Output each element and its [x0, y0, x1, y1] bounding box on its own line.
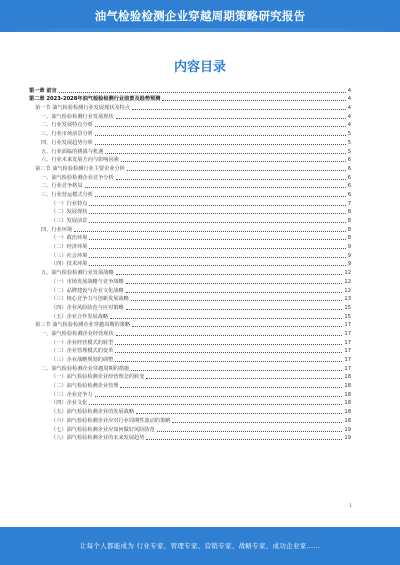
- toc-leader-dots: [89, 239, 345, 240]
- toc-entry[interactable]: [29, 398, 351, 407]
- toc-entry-page: 5: [347, 139, 351, 146]
- toc-entry-label: （三）社会环境: [51, 252, 88, 259]
- toc-leader-dots: [85, 187, 346, 188]
- toc-entry-page: 6: [347, 183, 351, 190]
- toc-entry-page: 13: [344, 296, 351, 303]
- toc-leader-dots: [146, 439, 342, 440]
- toc-leader-dots: [116, 179, 346, 180]
- toc-leader-dots: [89, 248, 345, 249]
- toc-entry-page: 6: [347, 165, 351, 172]
- toc-entry[interactable]: [29, 433, 351, 442]
- toc-entry-page: 18: [344, 391, 351, 398]
- toc-entry-page: 18: [344, 374, 351, 381]
- toc-leader-dots: [132, 109, 346, 110]
- toc-entry[interactable]: [29, 94, 351, 103]
- toc-entry-label: （五）企业合作发展战略: [51, 313, 109, 320]
- toc-entry[interactable]: [29, 111, 351, 120]
- toc-entry[interactable]: [29, 85, 351, 94]
- toc-entry[interactable]: [29, 285, 351, 294]
- toc-leader-dots: [105, 153, 345, 154]
- toc-entry-page: 4: [347, 105, 351, 112]
- toc-entry-page: 5: [347, 131, 351, 138]
- toc-leader-dots: [95, 144, 346, 145]
- toc-entry[interactable]: [29, 311, 351, 320]
- toc-entry-label: 第一节 油气检验检测行业发展现状及特点: [35, 105, 131, 112]
- footer-slogan: 让每个人都能成为 行业专家、管理专家、营销专家、战略专家、成功企业家……: [79, 542, 321, 550]
- toc-entry-label: （一）行业特点: [51, 200, 88, 207]
- toc-entry[interactable]: [29, 102, 351, 111]
- toc-entry-label: （二）品牌建设与企业文化战略: [51, 287, 124, 294]
- toc-leader-dots: [126, 292, 343, 293]
- toc-entry[interactable]: [29, 294, 351, 303]
- toc-entry-label: 第三节 油气检验检测企业穿越周期的策略: [35, 322, 131, 329]
- toc-entry-page: 8: [347, 209, 351, 216]
- toc-entry[interactable]: [29, 215, 351, 224]
- toc-leader-dots: [162, 100, 345, 101]
- toc-entry-label: （一）油气检验检测企业经营理念的转变: [51, 374, 145, 381]
- toc-leader-dots: [131, 370, 342, 371]
- toc-entry-label: （二）油气检验检测企业管理: [51, 383, 119, 390]
- toc-entry[interactable]: [29, 120, 351, 129]
- toc-leader-dots: [89, 404, 342, 405]
- toc-entry-label: 二、油气检验检测企业穿越周期的措施: [41, 365, 130, 372]
- toc-entry[interactable]: [29, 363, 351, 372]
- toc-leader-dots: [89, 265, 345, 266]
- toc-leader-dots: [115, 352, 342, 353]
- toc-leader-dots: [95, 396, 343, 397]
- toc-entry-label: （七）油气检验检测企业应如何做好风险防范: [51, 426, 155, 433]
- toc-leader-dots: [116, 118, 346, 119]
- toc-entry-label: 一、油气检验检测企业经营现状: [41, 330, 114, 337]
- toc-entry[interactable]: [29, 241, 351, 250]
- toc-entry[interactable]: [29, 406, 351, 415]
- toc-entry[interactable]: [29, 181, 351, 190]
- toc-entry-page: 18: [344, 417, 351, 424]
- toc-entry-page: 18: [344, 409, 351, 416]
- toc-leader-dots: [126, 283, 343, 284]
- toc-leader-dots: [136, 413, 342, 414]
- toc-entry-label: 五、行业面临的挑战与机遇: [41, 148, 104, 155]
- toc-entry-page: 15: [344, 304, 351, 311]
- toc-entry-page: 17: [344, 357, 351, 363]
- toc-leader-dots: [121, 161, 346, 162]
- toc-entry[interactable]: [29, 146, 351, 155]
- toc-entry-page: 15: [344, 313, 351, 320]
- toc-entry-label: 第二节 油气检验检测行业主要企业分析: [35, 165, 125, 172]
- toc-leader-dots: [157, 431, 343, 432]
- table-of-contents: [29, 85, 351, 441]
- toc-entry-page: 9: [347, 252, 351, 259]
- toc-entry-page: 8: [347, 226, 351, 233]
- toc-entry[interactable]: [29, 389, 351, 398]
- toc-entry[interactable]: [29, 207, 351, 216]
- toc-entry-page: 7: [347, 200, 351, 207]
- toc-entry[interactable]: [29, 163, 351, 172]
- toc-entry[interactable]: [29, 137, 351, 146]
- toc-entry-label: 二、行业发展特点分析: [41, 122, 93, 129]
- toc-entry-page: 12: [344, 287, 351, 294]
- toc-entry-page: 6: [347, 174, 351, 181]
- toc-entry-page: 6: [347, 191, 351, 198]
- toc-entry-page: 9: [347, 244, 351, 251]
- toc-leader-dots: [131, 300, 343, 301]
- toc-entry-page: 19: [344, 426, 351, 433]
- toc-entry[interactable]: [29, 172, 351, 181]
- toc-entry-label: （四）企业文化: [51, 400, 88, 407]
- toc-entry-page: 12: [344, 278, 351, 285]
- report-header: [0, 0, 400, 32]
- toc-leader-dots: [132, 326, 342, 327]
- toc-entry-label: 第一章 前言: [29, 87, 57, 94]
- toc-entry-label: 三、行业市场前景分析: [41, 131, 93, 138]
- toc-entry[interactable]: [29, 250, 351, 259]
- toc-leader-dots: [89, 213, 345, 214]
- toc-entry[interactable]: [29, 320, 351, 329]
- toc-entry-label: （八）油气检验检测企业的未来发展趋势: [51, 435, 145, 442]
- toc-entry-label: （三）企业战略规划的调整: [51, 357, 114, 363]
- toc-entry[interactable]: [29, 224, 351, 233]
- toc-entry[interactable]: [29, 198, 351, 207]
- report-title: 油气检验检测企业穿越周期策略研究报告: [94, 9, 306, 23]
- toc-leader-dots: [126, 309, 343, 310]
- toc-entry[interactable]: [29, 302, 351, 311]
- header-decoration: [0, 28, 400, 32]
- toc-entry-label: （四）企业风险防范与应对策略: [51, 304, 124, 311]
- toc-entry-label: 三、行业营运模式分析: [41, 191, 93, 198]
- toc-entry[interactable]: [29, 337, 351, 346]
- toc-entry-page: 17: [344, 365, 351, 372]
- toc-entry-label: （六）油气检验检测企业应对行业周期性波动的策略: [51, 417, 171, 424]
- toc-entry-label: （一）政治环境: [51, 235, 88, 242]
- page-number: 1: [349, 504, 352, 509]
- toc-entry-page: 17: [344, 322, 351, 329]
- toc-heading: 内容目录: [173, 60, 226, 75]
- toc-entry-label: 四、行业发展趋势分析: [41, 139, 93, 146]
- toc-leader-dots: [89, 205, 345, 206]
- toc-entry-page: 8: [347, 235, 351, 242]
- toc-leader-dots: [115, 361, 342, 362]
- toc-leader-dots: [89, 257, 345, 258]
- toc-entry-label: 六、行业未来发展方向与影响因素: [41, 157, 119, 164]
- toc-entry-page: 12: [344, 270, 351, 277]
- toc-entry-label: 四、行业环境: [41, 226, 73, 233]
- toc-leader-dots: [95, 196, 346, 197]
- toc-entry-label: （五）油气检验检测企业的发展战略: [51, 409, 135, 416]
- toc-leader-dots: [120, 387, 342, 388]
- toc-entry-label: 五、油气检验检测行业发展战略: [41, 270, 114, 277]
- toc-entry[interactable]: [29, 128, 351, 137]
- toc-entry-label: （三）企业竞争力: [51, 391, 93, 398]
- toc-entry[interactable]: [29, 233, 351, 242]
- toc-entry[interactable]: [29, 276, 351, 285]
- toc-entry[interactable]: [29, 424, 351, 433]
- toc-entry-page: 17: [344, 348, 351, 355]
- toc-leader-dots: [146, 378, 342, 379]
- toc-leader-dots: [95, 126, 346, 127]
- toc-entry[interactable]: [29, 346, 351, 355]
- toc-entry-label: 一、油气检验检测企业竞争分析: [41, 174, 114, 181]
- toc-entry-label: 一、油气检验检测行业发展现状: [41, 113, 114, 120]
- toc-leader-dots: [116, 274, 343, 275]
- toc-leader-dots: [116, 335, 343, 336]
- toc-entry-page: 9: [347, 261, 351, 268]
- toc-entry[interactable]: [29, 267, 351, 276]
- toc-entry-label: （一）企业经营模式的转型: [51, 339, 114, 346]
- toc-entry-page: 18: [344, 383, 351, 390]
- toc-entry[interactable]: [29, 415, 351, 424]
- toc-entry-page: 17: [344, 339, 351, 346]
- toc-leader-dots: [95, 135, 346, 136]
- toc-leader-dots: [127, 170, 346, 171]
- toc-entry[interactable]: [29, 189, 351, 198]
- toc-entry[interactable]: [29, 380, 351, 389]
- toc-leader-dots: [89, 222, 345, 223]
- toc-entry-label: （一）市场发展战略与竞争战略: [51, 278, 124, 285]
- toc-entry[interactable]: [29, 328, 351, 337]
- toc-entry-page: 4: [347, 122, 351, 129]
- toc-entry[interactable]: [29, 354, 351, 363]
- toc-leader-dots: [74, 231, 346, 232]
- toc-leader-dots: [115, 344, 342, 345]
- toc-entry[interactable]: [29, 155, 351, 164]
- toc-leader-dots: [110, 318, 342, 319]
- toc-entry-page: 17: [344, 330, 351, 337]
- toc-entry-page: 18: [344, 400, 351, 407]
- toc-entry-page: 4: [347, 87, 351, 94]
- toc-entry-page: 4: [347, 96, 351, 103]
- toc-entry-label: （二）发展现状: [51, 209, 88, 216]
- toc-entry-label: 第二章 2023-2028年油气检验检测行业前景及趋势预测: [29, 96, 161, 103]
- toc-entry[interactable]: [29, 259, 351, 268]
- toc-entry-label: （四）技术环境: [51, 261, 88, 268]
- toc-entry-label: （二）经济环境: [51, 244, 88, 251]
- toc-entry-label: （三）发展前景: [51, 218, 88, 224]
- toc-entry-label: （三）核心竞争力与创新发展战略: [51, 296, 129, 303]
- toc-entry-page: 5: [347, 148, 351, 155]
- toc-leader-dots: [59, 92, 346, 93]
- toc-entry-label: 二、行业竞争格局: [41, 183, 83, 190]
- toc-entry-page: 4: [347, 113, 351, 120]
- toc-entry-page: 19: [344, 435, 351, 442]
- toc-entry[interactable]: [29, 372, 351, 381]
- toc-entry-page: 8: [347, 218, 351, 224]
- toc-entry-page: 6: [347, 157, 351, 164]
- report-footer: [0, 527, 400, 565]
- toc-entry-label: （二）企业管理模式的变革: [51, 348, 114, 355]
- toc-leader-dots: [172, 422, 342, 423]
